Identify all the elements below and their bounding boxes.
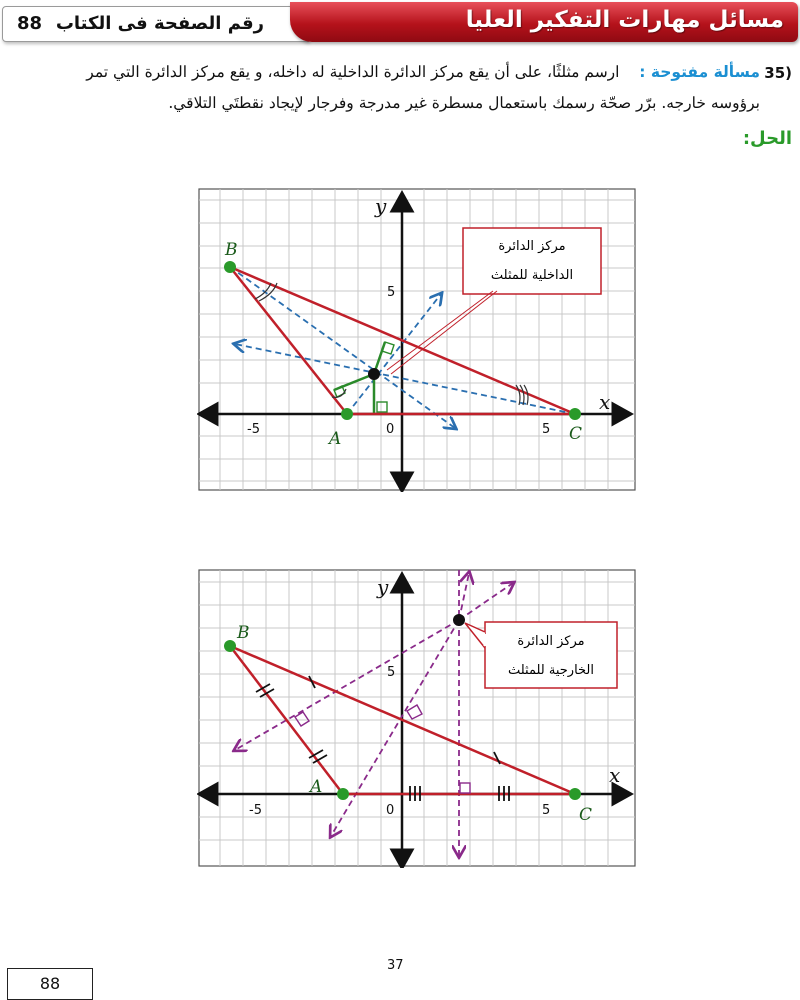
incenter-figure <box>197 187 637 492</box>
section-title-bar <box>290 2 798 42</box>
circumcenter-figure <box>197 568 637 868</box>
circumcenter-callout-line-1: مركز الدائرة <box>517 634 585 649</box>
book-page-ref-label: رقم الصفحة فى الكتاب <box>55 13 264 34</box>
vertex-b-label: B <box>225 240 238 260</box>
vertex-b-point <box>224 261 236 273</box>
y-axis-label: y <box>377 575 389 599</box>
vertex-b-point <box>224 640 236 652</box>
section-title: مسائل مهارات التفكير العليا <box>465 7 784 33</box>
book-page-ref-number: 88 <box>17 13 43 34</box>
x-tick-0: 0 <box>386 803 395 818</box>
grid-frame <box>199 570 635 866</box>
book-page-ref <box>2 6 309 42</box>
incenter-callout-line-2: الداخلية للمثلث <box>490 268 574 283</box>
vertex-a-label: A <box>329 429 342 449</box>
incenter-callout-line-1: مركز الدائرة <box>498 239 566 254</box>
x-tick-5: 5 <box>542 422 551 437</box>
x-tick-0: 0 <box>386 422 395 437</box>
x-axis-label: x <box>599 390 611 414</box>
vertex-a-label: A <box>310 777 323 797</box>
x-tick-neg5: -5 <box>247 422 260 437</box>
page-number: 37 <box>387 958 404 973</box>
vertex-c-label: C <box>569 424 583 444</box>
y-tick-5: 5 <box>387 285 396 300</box>
question-text-1: ارسم مثلثًا، على أن يقع مركز الدائرة الداخلية له داخله، و يقع مركز الدائرة التي تمر <box>86 63 620 81</box>
x-axis-label: x <box>609 763 621 787</box>
vertex-a-point <box>337 788 349 800</box>
vertex-c-label: C <box>579 805 593 825</box>
page-header <box>0 0 800 44</box>
vertex-c-point <box>569 408 581 420</box>
x-tick-5: 5 <box>542 803 551 818</box>
page-number-box: 88 <box>7 968 93 1000</box>
incenter-point <box>368 368 380 380</box>
x-tick-neg5: -5 <box>249 803 262 818</box>
circumcenter-callout-line-2: الخارجية للمثلث <box>507 663 595 678</box>
question-number: 35) <box>764 64 792 82</box>
y-tick-5: 5 <box>387 665 396 680</box>
vertex-b-label: B <box>237 623 250 643</box>
question-line-1 <box>0 63 760 81</box>
circumcenter-point <box>453 614 465 626</box>
question-text-2: برؤوسه خارجه. برّر صحّة رسمك باستعمال مسطرة غير مدرجة وفرجار لإيجاد نقطتَي التلاقي. <box>168 94 760 112</box>
vertex-c-point <box>569 788 581 800</box>
y-axis-label: y <box>375 194 387 218</box>
solution-label: الحل: <box>742 128 792 149</box>
circumcenter-callout <box>465 622 617 688</box>
question-tag: مسألة مفتوحة : <box>639 63 760 81</box>
vertex-a-point <box>341 408 353 420</box>
